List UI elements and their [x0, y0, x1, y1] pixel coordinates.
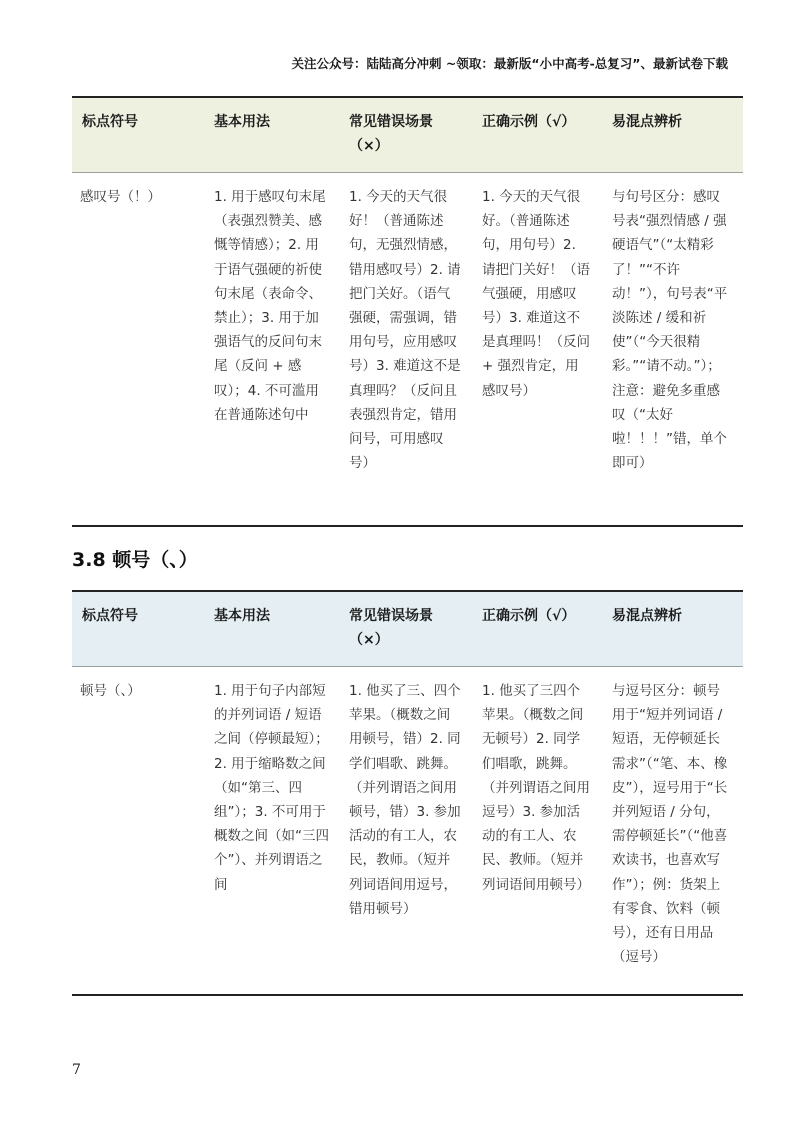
section-title: 3.8 顿号（、） — [72, 549, 198, 571]
cell-symbol: 顿号（、） — [72, 667, 204, 996]
header-errors: 常见错误场景（×） — [339, 591, 472, 667]
header-errors: 常见错误场景（×） — [339, 97, 472, 173]
exclamation-mark-table — [72, 96, 743, 527]
table-row — [72, 667, 743, 996]
header-usage: 基本用法 — [204, 97, 339, 173]
table-header-row — [72, 97, 743, 173]
cell-errors: 1. 今天的天气很好！（普通陈述句，无强烈情感，错用感叹号）2. 请把门关好。（语气强硬，需强调，错用句号，应用感叹号）3. 难道这不是真理吗？（反问且表强烈肯定，错用问号，可用感叹号） — [339, 173, 472, 527]
cell-correct: 1. 他买了三四个苹果。（概数之间无顿号）2. 同学们唱歌，跳舞。（并列谓语之间用逗号）3. 参加活动的有工人、农民、教师。（短并列词语间用顿号） — [472, 667, 602, 996]
enumeration-comma-table — [72, 590, 743, 996]
table-header-row — [72, 591, 743, 667]
cell-correct: 1. 今天的天气很好。（普通陈述句，用句号）2. 请把门关好！（语气强硬，用感叹号）3. 难道这不是真理吗！（反问 + 强烈肯定，用感叹号） — [472, 173, 602, 527]
cell-confusion: 与逗号区分：顿号用于“短并列词语 / 短语，无停顿延长需求”（“笔、本、橡皮”），逗号用于“长并列短语 / 分句，需停顿延长”（“他喜欢读书，也喜欢写作”）；例：货架上有零食、饮料（顿号），还有日用品（逗号） — [602, 667, 743, 996]
header-promo-note: 关注公众号：陆陆高分冲刺 ~领取：最新版“小中高考-总复习”、最新试卷下载 — [291, 56, 728, 71]
cell-usage: 1. 用于句子内部短的并列词语 / 短语之间（停顿最短）；2. 用于缩略数之间（如“第三、四组”）；3. 不可用于概数之间（如“三四个”）、并列谓语之间 — [204, 667, 339, 996]
header-symbol: 标点符号 — [72, 97, 204, 173]
cell-errors: 1. 他买了三、四个苹果。（概数之间用顿号，错）2. 同学们唱歌、跳舞。（并列谓语之间用顿号，错）3. 参加活动的有工人，农民，教师。（短并列词语间用逗号，错用顿号） — [339, 667, 472, 996]
header-confusion: 易混点辨析 — [602, 591, 743, 667]
header-correct: 正确示例（√） — [472, 591, 602, 667]
header-symbol: 标点符号 — [72, 591, 204, 667]
header-confusion: 易混点辨析 — [602, 97, 743, 173]
page-number: 7 — [72, 1062, 81, 1078]
header-correct: 正确示例（√） — [472, 97, 602, 173]
table-row — [72, 173, 743, 527]
cell-confusion: 与句号区分：感叹号表“强烈情感 / 强硬语气”（“太精彩了！”“不许动！”），句号表“平淡陈述 / 缓和祈使”（“今天很精彩。”“请不动。”）；注意：避免多重感叹（“太好啦！！！”错，单个即可） — [602, 173, 743, 527]
cell-symbol: 感叹号（！） — [72, 173, 204, 527]
header-usage: 基本用法 — [204, 591, 339, 667]
cell-usage: 1. 用于感叹句末尾（表强烈赞美、感慨等情感）；2. 用于语气强硬的祈使句末尾（表命令、禁止）；3. 用于加强语气的反问句末尾（反问 + 感叹）；4. 不可滥用在普通陈述句中 — [204, 173, 339, 527]
